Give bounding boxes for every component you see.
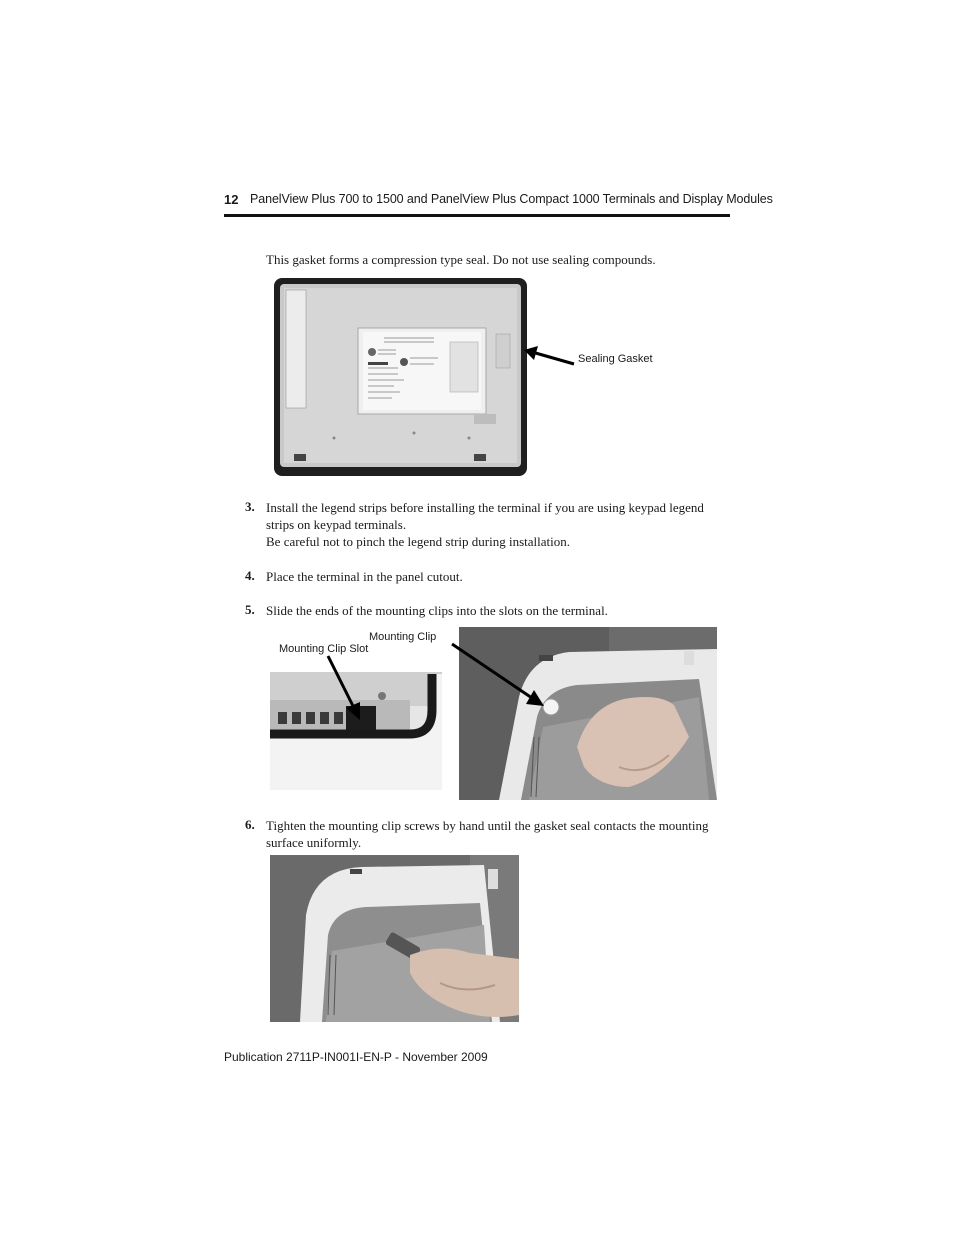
step-3-line-2: strips on keypad terminals. [266,517,407,532]
step-3-line-1: Install the legend strips before installing the terminal if you are using keypad legend [266,500,704,515]
figure-tightening-screw-photo [270,855,519,1022]
figure-terminal-back-photo [274,278,527,476]
step-5-number: 5. [245,602,255,617]
arrow-to-mounting-clip [448,640,548,710]
running-header-title: PanelView Plus 700 to 1500 and PanelView Plus Compact 1000 Terminals and Display Modules [250,192,773,206]
callout-mounting-clip-slot: Mounting Clip Slot [279,643,369,655]
step-5-text: Slide the ends of the mounting clips into the slots on the terminal. [266,603,608,618]
step-6-line-1: Tighten the mounting clip screws by hand until the gasket seal contacts the mounting [266,818,709,833]
step-3-line-3: Be careful not to pinch the legend strip during installation. [266,534,570,549]
step-3-number: 3. [245,499,255,514]
callout-sealing-gasket: Sealing Gasket [578,353,653,365]
step-6-line-2: surface uniformly. [266,835,362,850]
callout-mounting-clip: Mounting Clip [369,631,437,643]
header-rule [224,214,730,217]
step-4-text: Place the terminal in the panel cutout. [266,569,463,584]
intro-paragraph: This gasket forms a compression type seal. Do not use sealing compounds. [266,252,656,267]
step-4-number: 4. [245,568,255,583]
arrow-to-clip-slot [322,652,366,722]
arrow-to-sealing-gasket [520,340,580,370]
page-number: 12 [224,192,239,207]
publication-footer: Publication 2711P-IN001I-EN-P - November 2009 [224,1050,488,1064]
step-6-number: 6. [245,817,255,832]
